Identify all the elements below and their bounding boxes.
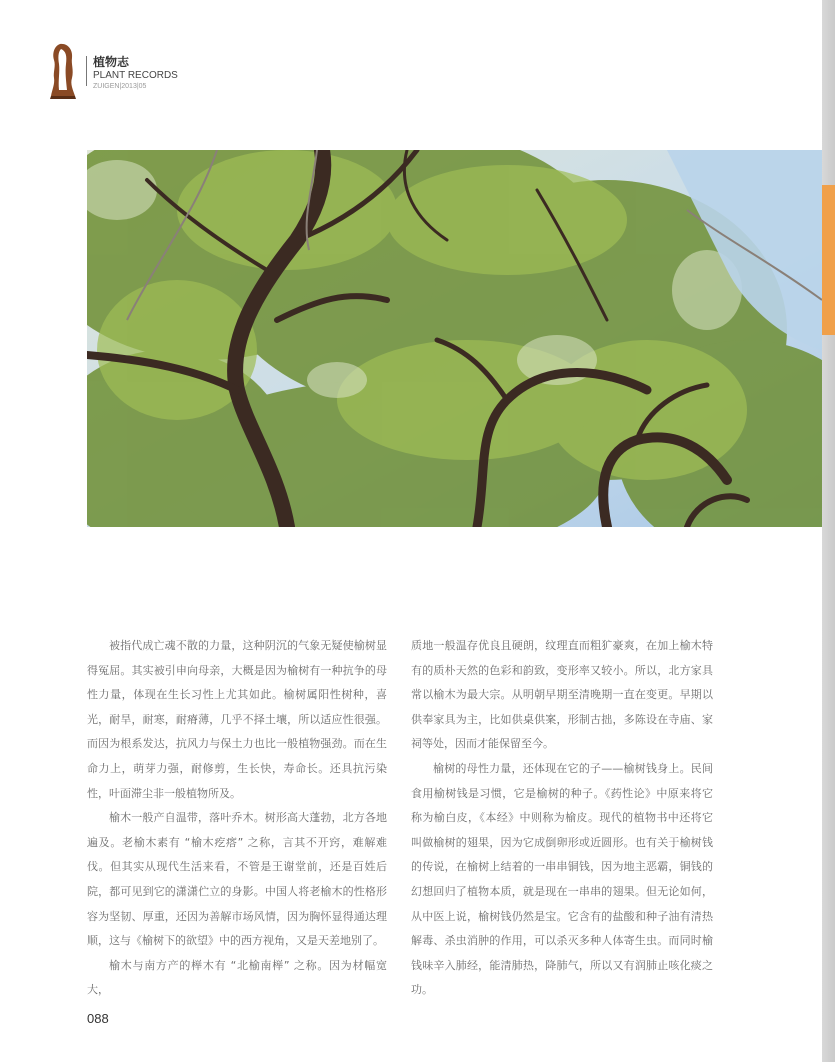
paragraph-3-continued: 质地一般温存优良且硬朗，纹理直而粗犷豪爽，在加上榆木特有的质朴天然的色彩和韵致，变形率又较小。所以，北方家具常以榆木为最大宗。从明朝早期至清晚期一直在变更。早期以供奉家具为主，比如供桌供案，形制古拙，多陈设在寺庙、家祠等处，因而才能保留至今。 bbox=[411, 639, 713, 751]
section-subtitle: PLANT RECORDS bbox=[93, 70, 178, 81]
paragraph-3: 榆木与南方产的榉木有 “北榆南榉” 之称。因为材幅宽大， bbox=[87, 958, 387, 997]
paragraph-4: 榆树的母性力量，还体现在它的子——榆树钱身上。民间食用榆树钱是习惯，它是榆树的种子。《药性论》中原来将它称为榆白皮，《本经》中则称为榆皮。现代的植物书中还将它叫做榆树的翅果，因为它成倒卵形或近圆形。也有关于榆树钱的传说，在榆树上结着的一串串铜钱，因为地主恶霸，铜钱的幻想回归了植物本质，就是现在一串串的翅果。但无论如何，从中医上说，榆树钱仍然是宝。它含有的盐酸和种子油有清热解毒、杀虫消肿的作用，可以杀灭多种人体寄生虫。而同时榆钱味辛入肺经，能清肺热，降肺气，所以又有润肺止咳化痰之功。 bbox=[411, 761, 713, 997]
issue-code: ZUIGEN|2013|05 bbox=[93, 83, 147, 90]
root-carving-logo-icon bbox=[48, 40, 78, 100]
article-right-column bbox=[411, 634, 713, 1003]
section-title: 植物志 bbox=[93, 55, 130, 69]
paragraph-1: 被指代成亡魂不散的力量，这种阴沉的气象无疑使榆树显得冤屈。其实被引申向母亲，大概是因为榆树有一种抗争的母性力量，体现在生长习性上尤其如此。榆树属阳性树种，喜光，耐旱，耐寒，耐瘠薄，几乎不择土壤，所以适应性很强。而因为根系发达，抗风力与保土力也比一般植物强劲。而在生命力上，萌芽力强，耐修剪，生长快，寿命长。还具抗污染性，叶面滞尘非一般植物所及。 bbox=[87, 639, 387, 800]
page-number: 088 bbox=[87, 1011, 109, 1026]
article-left-column bbox=[87, 634, 387, 1003]
header-divider bbox=[86, 56, 87, 86]
page-edge-strip bbox=[822, 0, 835, 1062]
section-tab-marker bbox=[822, 185, 835, 335]
paragraph-2: 榆木一般产自温带，落叶乔木。树形高大蓬勃，北方各地遍及。老榆木素有 “榆木疙瘩” 之称，言其不开窍，难解难伐。但其实从现代生活来看，不管是王谢堂前，还是百姓后院，都可见到它的潇潇伫立的身影。中国人将老榆木的性格形容为坚韧、厚重，还因为善解市场风情，因为胸怀显得通达理顺，这与《榆树下的欲望》中的西方视角，又是天差地别了。 bbox=[87, 811, 387, 948]
elm-tree-canopy-photo bbox=[87, 150, 822, 527]
